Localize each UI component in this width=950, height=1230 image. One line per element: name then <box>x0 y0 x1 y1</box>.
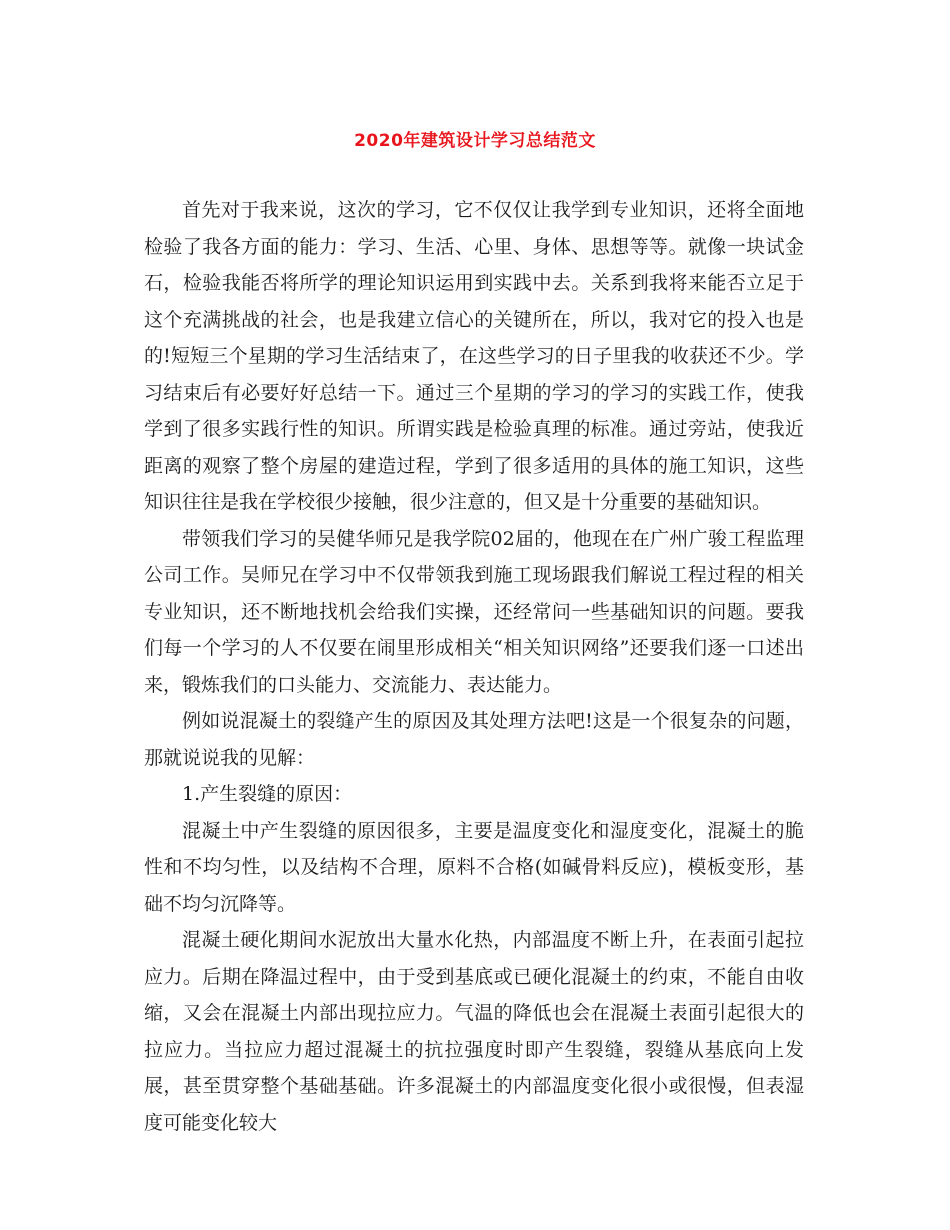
document-title: 2020年建筑设计学习总结范文 <box>354 131 596 151</box>
paragraph-example: 例如说混凝土的裂缝产生的原因及其处理方法吧!这是一个很复杂的问题，那就说说我的见解： <box>144 710 804 769</box>
paragraph-heading-causes: 1.产生裂缝的原因： <box>182 783 353 805</box>
document-body <box>144 192 804 1141</box>
paragraph-causes: 混凝土中产生裂缝的原因很多，主要是温度变化和湿度变化，混凝土的脆性和不均匀性，以及结构不合理，原料不合格(如碱骨料反应)，模板变形，基础不均匀沉降等。 <box>144 819 804 915</box>
paragraph-mentor: 带领我们学习的吴健华师兄是我学院02届的，他现在在广州广骏工程监理公司工作。吴师兄在学习中不仅带领我到施工现场跟我们解说工程过程的相关专业知识，还不断地找机会给我们实操，还经常问一些基础知识的问题。要我们每一个学习的人不仅要在闹里形成相关“相关知识网络”还要我们逐一口述出来，锻炼我们的口头能力、交流能力、表达能力。 <box>144 527 804 696</box>
paragraph-hydration: 混凝土硬化期间水泥放出大量水化热，内部温度不断上升，在表面引起拉应力。后期在降温过程中，由于受到基底或已硬化混凝土的约束，不能自由收缩，又会在混凝土内部出现拉应力。气温的降低也会在混凝土表面引起很大的拉应力。当拉应力超过混凝土的抗拉强度时即产生裂缝，裂缝从基底向上发展，甚至贯穿整个基础基础。许多混凝土的内部温度变化很小或很慢，但表湿度可能变化较大 <box>144 929 804 1134</box>
paragraph-intro: 首先对于我来说，这次的学习，它不仅仅让我学到专业知识，还将全面地检验了我各方面的能力：学习、生活、心里、身体、思想等等。就像一块试金石，检验我能否将所学的理论知识运用到实践中去。关系到我将来能否立足于这个充满挑战的社会，也是我建立信心的关键所在，所以，我对它的投入也是的!短短三个星期的学习生活结束了，在这些学习的日子里我的收获还不少。学习结束后有必要好好总结一下。通过三个星期的学习的学习的实践工作，使我学到了很多实践行性的知识。所谓实践是检验真理的标准。通过旁站，使我近距离的观察了整个房屋的建造过程，学到了很多适用的具体的施工知识，这些知识往往是我在学校很少接触，很少注意的，但又是十分重要的基础知识。 <box>144 199 804 513</box>
